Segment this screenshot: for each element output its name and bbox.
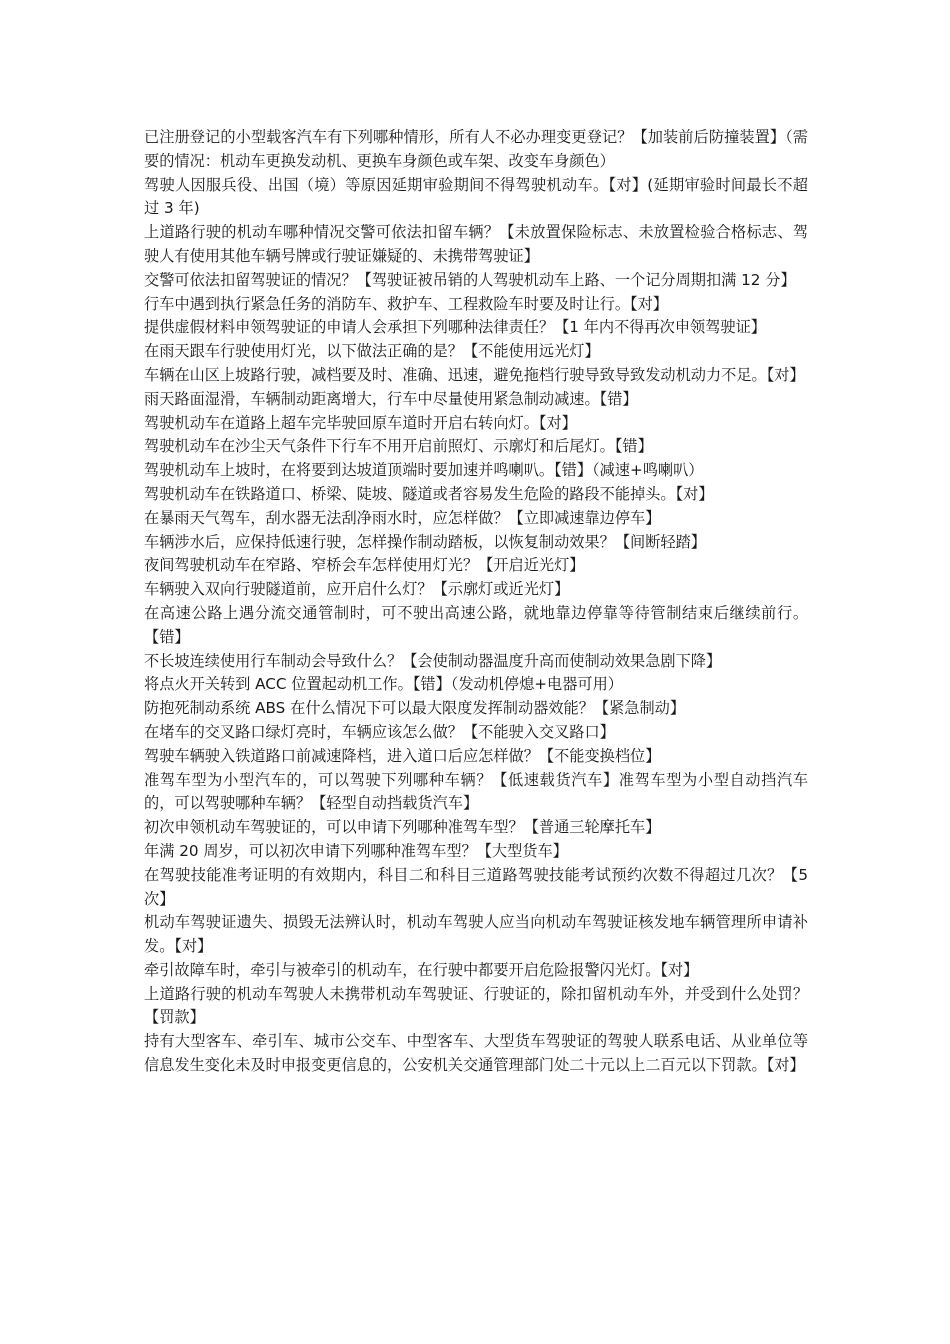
- qa-paragraph: 不长坡连续使用行车制动会导致什么？【会使制动器温度升高而使制动效果急剧下降】: [144, 651, 722, 670]
- qa-paragraph: 准驾车型为小型汽车的，可以驾驶下列哪种车辆？【低速载货汽车】准驾车型为小型自动挡汽车的，可以驾驶哪种车辆？【轻型自动挡载货汽车】: [144, 770, 808, 813]
- qa-paragraph: 驾驶人因服兵役、出国（境）等原因延期审验期间不得驾驶机动车。【对】(延期审验时间最长不超过 3 年): [144, 175, 808, 218]
- qa-paragraph: 夜间驾驶机动车在窄路、窄桥会车怎样使用灯光？【开启近光灯】: [144, 556, 585, 575]
- qa-paragraph: 上道路行驶的机动车驾驶人未携带机动车驾驶证、行驶证的，除扣留机动车外，并受到什么处罚？【罚款】: [144, 984, 808, 1027]
- qa-paragraph: 将点火开关转到 ACC 位置起动机工作。【错】（发动机停熄+电器可用）: [144, 675, 623, 694]
- qa-paragraph: 雨天路面湿滑，车辆制动距离增大，行车中尽量使用紧急制动减速。【错】: [144, 389, 638, 408]
- qa-paragraph: 已注册登记的小型载客汽车有下列哪种情形，所有人不必办理变更登记？【加装前后防撞装置】（需要的情况：机动车更换发动机、更换车身颜色或车架、改变车身颜色）: [144, 128, 808, 170]
- qa-paragraph: 驾驶机动车在铁路道口、桥梁、陡坡、隧道或者容易发生危险的路段不能掉头。【对】: [144, 484, 714, 503]
- qa-paragraph: 交警可依法扣留驾驶证的情况？【驾驶证被吊销的人驾驶机动车上路、一个记分周期扣满 12 分】: [144, 270, 796, 289]
- qa-paragraph: 在堵车的交叉路口绿灯亮时，车辆应该怎么做？【不能驶入交叉路口】: [144, 722, 615, 741]
- qa-paragraph: 初次申领机动车驾驶证的，可以申请下列哪种准驾车型？【普通三轮摩托车】: [144, 818, 661, 837]
- qa-paragraph: 提供虚假材料申领驾驶证的申请人会承担下列哪种法律责任？【1 年内不得再次申领驾驶证】: [144, 318, 766, 337]
- qa-paragraph: 车辆驶入双向行驶隧道前，应开启什么灯？【示廓灯或近光灯】: [144, 580, 570, 599]
- qa-paragraph: 车辆涉水后，应保持低速行驶，怎样操作制动踏板，以恢复制动效果？【间断轻踏】: [144, 532, 706, 551]
- qa-paragraph: 驾驶机动车上坡时，在将要到达坡道顶端时要加速并鸣喇叭。【错】（减速+鸣喇叭）: [144, 461, 704, 480]
- qa-paragraph: 在高速公路上遇分流交通管制时，可不驶出高速公路，就地靠边停靠等待管制结束后继续前行。【错】: [144, 603, 808, 646]
- document-body: [144, 126, 808, 1078]
- qa-paragraph: 机动车驾驶证遗失、损毁无法辨认时，机动车驾驶人应当向机动车驾驶证核发地车辆管理所申请补发。【对】: [144, 913, 808, 956]
- qa-paragraph: 车辆在山区上坡路行驶，减档要及时、准确、迅速，避免拖档行驶导致导致发动机动力不足。【对】: [144, 365, 805, 384]
- qa-paragraph: 驾驶车辆驶入铁道路口前减速降档，进入道口后应怎样做？【不能变换档位】: [144, 746, 661, 765]
- qa-paragraph: 在驾驶技能准考证明的有效期内，科目二和科目三道路驾驶技能考试预约次数不得超过几次？【5 次】: [144, 865, 808, 908]
- qa-paragraph: 持有大型客车、牵引车、城市公交车、中型客车、大型货车驾驶证的驾驶人联系电话、从业单位等信息发生变化未及时申报变更信息的，公安机关交通管理部门处二十元以上二百元以下罚款。【对】: [144, 1032, 808, 1075]
- qa-paragraph: 在雨天跟车行驶使用灯光，以下做法正确的是？【不能使用远光灯】: [144, 342, 600, 361]
- qa-paragraph: 驾驶机动车在沙尘天气条件下行车不用开启前照灯、示廓灯和后尾灯。【错】: [144, 437, 653, 456]
- qa-paragraph: 在暴雨天气驾车，刮水器无法刮净雨水时，应怎样做？【立即减速靠边停车】: [144, 508, 661, 527]
- qa-paragraph: 行车中遇到执行紧急任务的消防车、救护车、工程救险车时要及时让行。【对】: [144, 294, 668, 313]
- qa-paragraph: 牵引故障车时，牵引与被牵引的机动车，在行驶中都要开启危险报警闪光灯。【对】: [144, 960, 699, 979]
- qa-paragraph: 驾驶机动车在道路上超车完毕驶回原车道时开启右转向灯。【对】: [144, 413, 577, 432]
- qa-paragraph: 防抱死制动系统 ABS 在什么情况下可以最大限度发挥制动器效能？【紧急制动】: [144, 699, 686, 718]
- qa-paragraph: 上道路行驶的机动车哪种情况交警可依法扣留车辆？【未放置保险标志、未放置检验合格标志、驾驶人有使用其他车辆号牌或行驶证嫌疑的、未携带驾驶证】: [144, 223, 808, 265]
- qa-paragraph: 年满 20 周岁，可以初次申请下列哪种准驾车型？【大型货车】: [144, 841, 568, 860]
